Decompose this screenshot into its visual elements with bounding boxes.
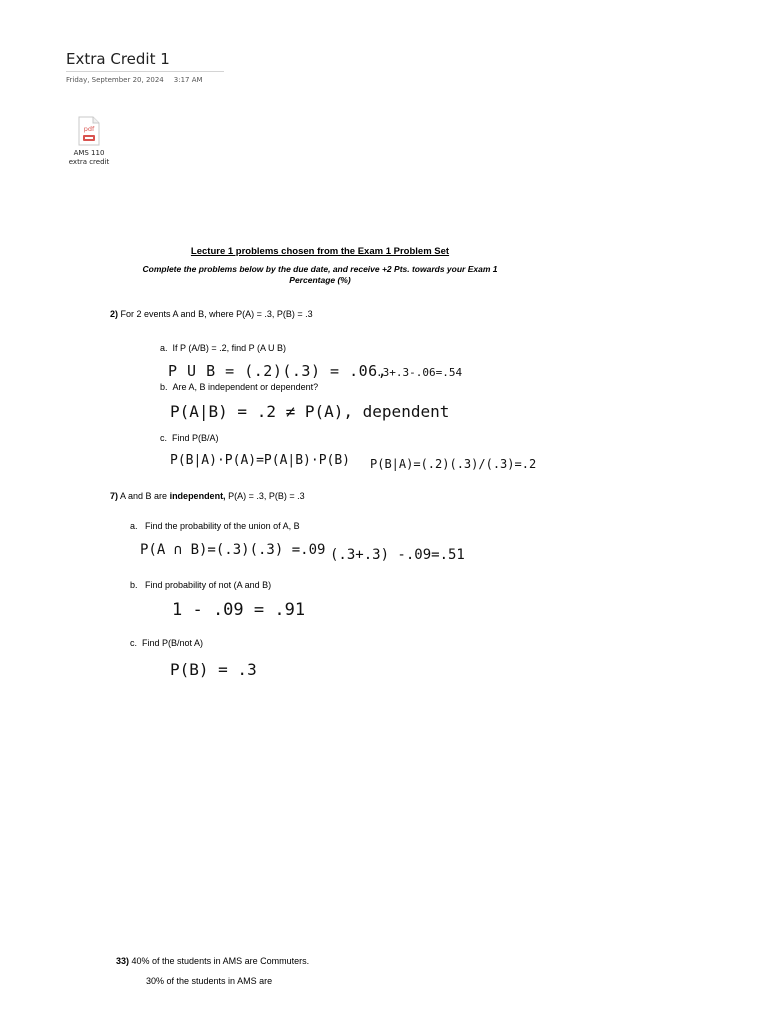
title-divider: [66, 71, 224, 72]
pdf-file-icon: [78, 116, 100, 146]
q7-a-answer-2: (.3+.3) -.09=.51: [330, 547, 465, 563]
q2-a-label: a.: [160, 343, 168, 353]
q7-part-c: [130, 638, 203, 648]
attachment-name-line2: extra credit: [68, 158, 110, 166]
q2-c-label: c.: [160, 433, 168, 443]
q7-number: 7): [110, 491, 119, 501]
q2-text: For 2 events A and B, where P(A) = .3, P(B) = .3: [118, 309, 313, 319]
q2-b-answer: P(A|B) = .2 ≠ P(A), dependent: [170, 402, 450, 421]
q7-part-a: [130, 521, 300, 531]
q7-text-post: P(A) = .3, P(B) = .3: [225, 491, 305, 501]
note-timestamp: [66, 76, 203, 84]
attachment-name-line1: AMS 110: [73, 149, 105, 157]
note-date: Friday, September 20, 2024: [66, 76, 164, 84]
subheading-line2: Percentage (%): [289, 275, 351, 285]
q7-text-bold: independent,: [169, 491, 226, 501]
document-heading: Lecture 1 problems chosen from the Exam 1 Problem Set: [190, 246, 450, 257]
q7-b-answer: 1 - .09 = .91: [172, 600, 306, 620]
q2-part-b: [160, 382, 318, 392]
q7-c-label: c.: [130, 638, 138, 648]
q7-a-label: a.: [130, 521, 138, 531]
q2-c-text: Find P(B/A): [172, 433, 219, 443]
question-33: [116, 956, 309, 966]
q2-c-answer-2: P(B|A)=(.2)(.3)/(.3)=.2: [370, 457, 537, 471]
q2-a-text: If P (A/B) = .2, find P (A U B): [172, 343, 286, 353]
q7-a-answer-1: P(A ∩ B)=(.3)(.3) =.09: [140, 542, 326, 558]
q2-a-answer-1: P U B = (.2)(.3) = .06,: [168, 362, 388, 380]
q2-b-label: b.: [160, 382, 168, 392]
q7-b-text: Find probability of not (A and B): [145, 580, 272, 590]
q33-line-2: 30% of the students in AMS are: [146, 976, 273, 986]
q2-part-a: [160, 343, 286, 353]
q2-number: 2): [110, 309, 119, 319]
question-2: [110, 309, 313, 319]
q2-a-answer-2: .3+.3-.06=.54: [376, 366, 463, 379]
q7-b-label: b.: [130, 580, 138, 590]
q2-c-answer-1: P(B|A)·P(A)=P(A|B)·P(B): [170, 453, 351, 468]
q2-b-text: Are A, B independent or dependent?: [172, 382, 319, 392]
pdf-badge: pdf: [83, 125, 95, 133]
pdf-attachment[interactable]: [62, 116, 116, 167]
q7-a-text: Find the probability of the union of A, B: [145, 521, 300, 531]
q2-part-c: [160, 433, 219, 443]
q33-number: 33): [116, 956, 130, 966]
q7-c-answer: P(B) = .3: [170, 660, 257, 679]
note-time: 3:17 AM: [173, 76, 203, 84]
q7-c-text: Find P(B/not A): [142, 638, 204, 648]
document-heading-wrap: [150, 241, 490, 259]
q7-text-pre: A and B are: [118, 491, 170, 501]
subheading-line1: Complete the problems below by the due date, and receive +2 Pts. towards your Exam 1: [142, 264, 498, 274]
document-subheading: [120, 264, 520, 286]
q33-text: 40% of the students in AMS are Commuters.: [129, 956, 310, 966]
note-title[interactable]: Extra Credit 1: [66, 50, 170, 68]
question-7: [110, 491, 305, 501]
q7-part-b: [130, 580, 271, 590]
